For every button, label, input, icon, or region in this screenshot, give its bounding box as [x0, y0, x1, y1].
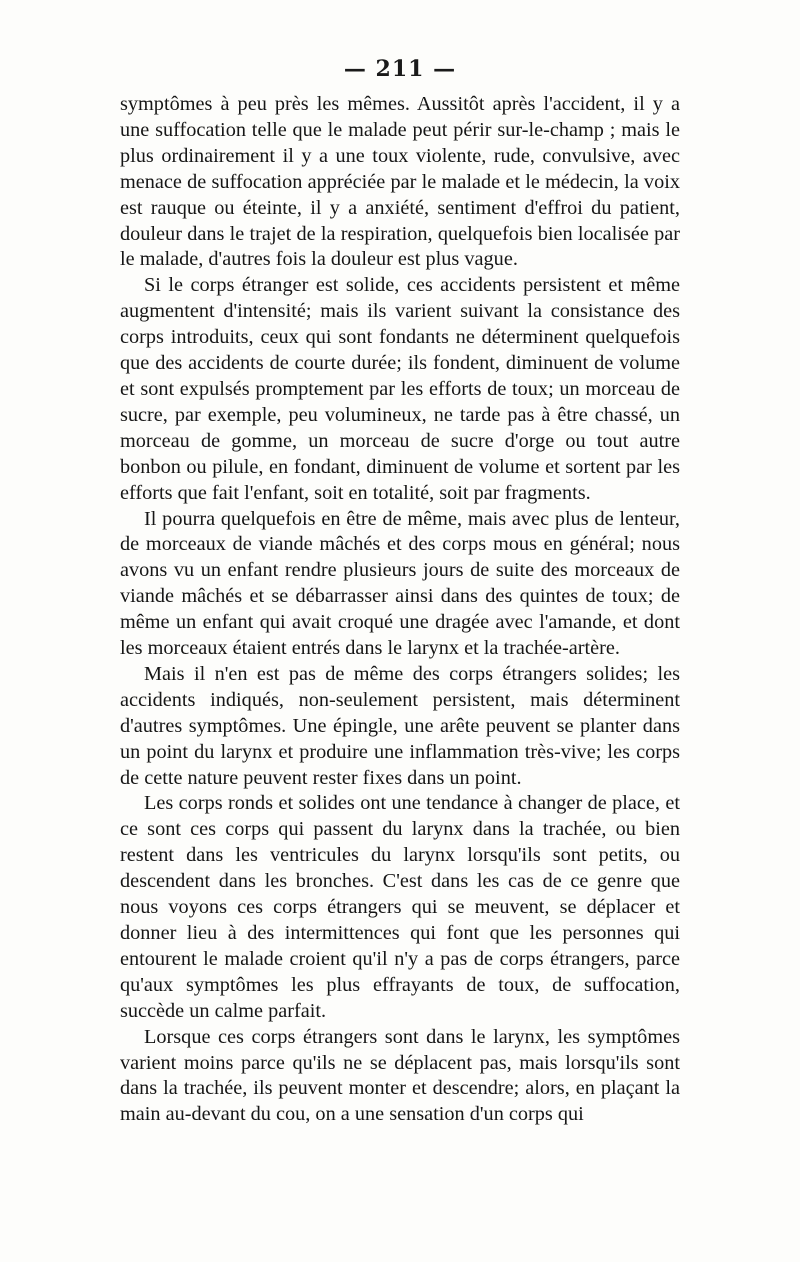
paragraph-solid-bodies: Si le corps étranger est solide, ces accidents persistent et même augmentent d'intensité; mais ils varient suivant la consistance des corps introduits, ceux qui sont fondants ne déterminent quelquefois que des accidents de courte durée; ils fondent, diminuent de volume et sont expulsés promptement par les efforts de toux; un morceau de sucre, par exemple, peu volumineux, ne tarde pas à être chassé, un morceau de gomme, un morceau de sucre d'orge ou tout autre bonbon ou pilule, en fondant, diminuent de volume et sortent par les efforts que fait l'enfant, soit en totalité, soit par fragments. [120, 274, 680, 504]
paragraph-sharp-bodies: Mais il n'en est pas de même des corps étrangers solides; les accidents indiqués, non-seulement persistent, mais déterminent d'autres symptômes. Une épingle, une arête peuvent se planter dans un point du larynx et produire une inflammation très-vive; les corps de cette nature peuvent rester fixes dans un point. [120, 662, 680, 789]
paragraph-larynx-trachea: Lorsque ces corps étrangers sont dans le larynx, les symptômes varient moins parce qu'ils ne se déplacent pas, mais lorsqu'ils sont dans la trachée, ils peuvent monter et descendre; alors, en plaçant la main au-devant du cou, on a une sensation d'un corps qui [120, 1025, 680, 1126]
paragraph-round-bodies: Les corps ronds et solides ont une tendance à changer de place, et ce sont ces corps qui passent du larynx dans la trachée, ou bien restent dans les ventricules du larynx lorsqu'ils sont petits, ou descendent dans les bronches. C'est dans les cas de ce genre que nous voyons ces corps étrangers qui se meuvent, se déplacer et donner lieu à des intermittences qui font que les personnes qui entourent le malade croient qu'il n'y a pas de corps étrangers, parce qu'aux symptômes les plus effrayants de toux, de suffocation, succède un calme parfait. [120, 792, 680, 1022]
paragraph-symptoms: symptômes à peu près les mêmes. Aussitôt après l'accident, il y a une suffocation telle que le malade peut périr sur-le-champ ; mais le plus ordinairement il y a une toux violente, rude, convulsive, avec menace de suffocation appréciée par le malade et le médecin, la voix est rauque ou éteinte, il y a anxiété, sentiment d'effroi du patient, douleur dans le trajet de la respiration, quelquefois bien localisée par le malade, d'autres fois la douleur est plus vague. [120, 93, 680, 271]
body-text [120, 92, 680, 1128]
page-number: — 211 — [343, 56, 457, 82]
paragraph-soft-bodies: Il pourra quelquefois en être de même, mais avec plus de lenteur, de morceaux de viande mâchés et des corps mous en général; nous avons vu un enfant rendre plusieurs jours de suite des morceaux de viande mâchés et se débarrasser ainsi dans des quintes de toux; de même un enfant qui avait croqué une dragée avec l'amande, et dont les morceaux étaient entrés dans le larynx et la trachée-artère. [120, 507, 680, 660]
